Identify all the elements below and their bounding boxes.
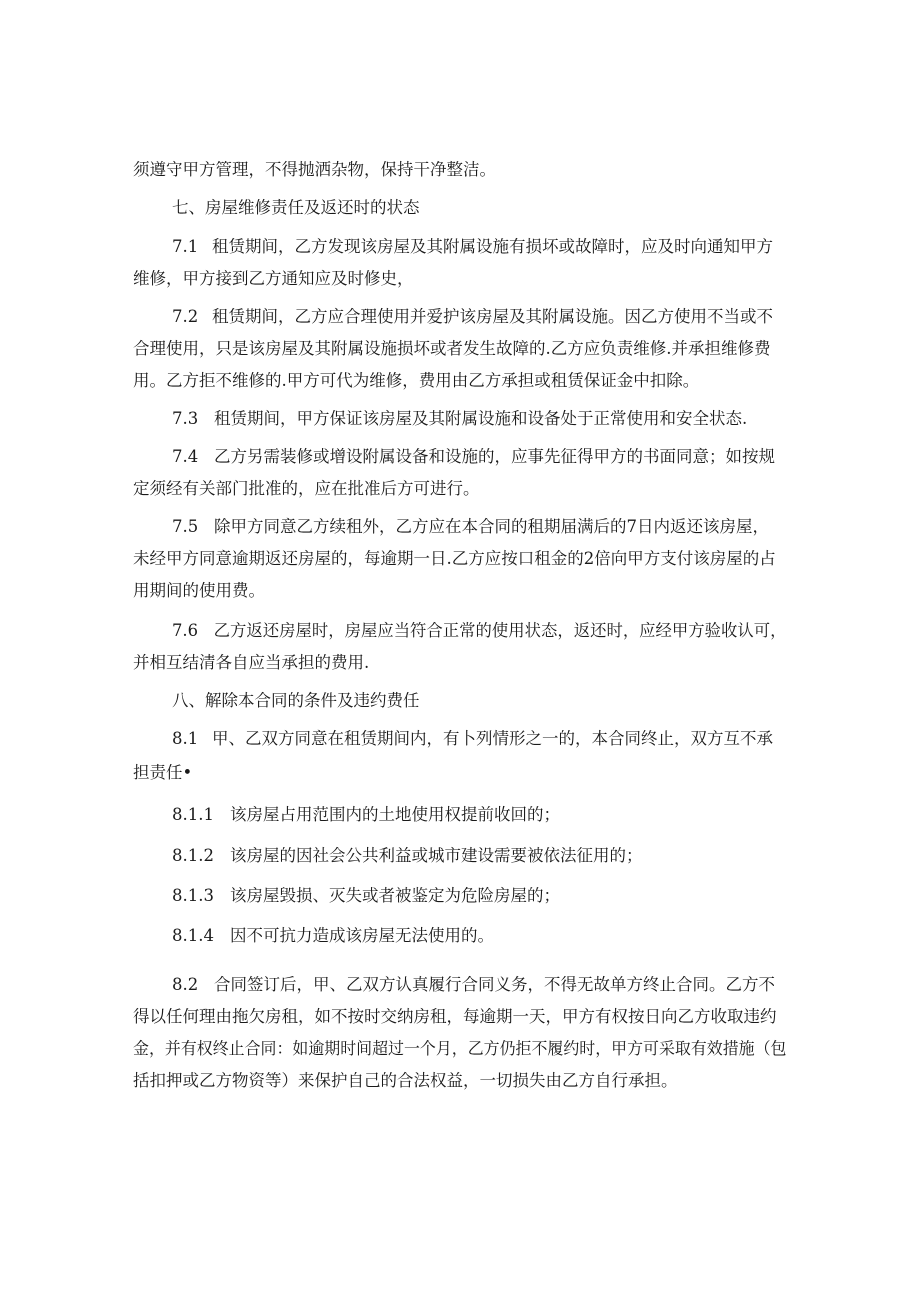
clause-7-4-line [172, 446, 775, 468]
clause-number: 7.2 [172, 307, 199, 326]
clause-7-1-line [172, 236, 773, 258]
clause-number: 8.1.1 [172, 805, 214, 824]
text-line: 用期间的使用费。 [133, 581, 265, 600]
text-line: 并相互结清各自应当承担的费用. [133, 653, 370, 672]
text-line: 未经甲方同意逾期返还房屋的，每逾期一日.乙方应按口租金的2倍向甲方支付该房屋的占 [133, 549, 776, 568]
clause-8-1-line [172, 728, 773, 750]
clause-text: 租赁期间，甲方保证该房屋及其附属设施和设备处于正常使用和安全状态. [214, 409, 748, 428]
text-line: 括扣押或乙方物资等）来保护自己的合法权益，一切损失由乙方自行承担。 [133, 1071, 678, 1090]
clause-number: 7.6 [172, 621, 199, 640]
clause-8-2-line [172, 974, 775, 996]
clause-text: 乙方返还房屋时，房屋应当符合正常的使用状态，返还时，应经甲方验收认可， [213, 621, 787, 640]
clause-7-5-line [172, 516, 769, 538]
text-line: 定须经有关部门批准的，应在批准后方可进行。 [133, 479, 480, 498]
text-line: 担责任• [133, 763, 193, 782]
text-line: 须遵守甲方管理，不得抛洒杂物，保持干净整洁。 [133, 160, 496, 179]
clause-text: 乙方另需装修或增设附属设备和设施的，应事先征得甲方的书面同意；如按规 [214, 447, 775, 466]
clause-number: 8.1.3 [172, 886, 214, 905]
clause-7-2-line [172, 306, 773, 328]
clause-text: 因不可抗力造成该房屋无法使用的。 [230, 926, 494, 945]
section-heading-8: 八、解除本合同的条件及违约费任 [172, 691, 420, 710]
clause-8-1-4-line [172, 925, 494, 947]
clause-8-1-1-line [172, 804, 560, 826]
section-heading-7: 七、房屋维修责任及返还时的状态 [172, 198, 420, 217]
clause-7-3-line [172, 408, 747, 430]
clause-text: 除甲方同意乙方续租外，乙方应在本合同的租期届满后的7日内返还该房屋， [214, 517, 769, 536]
clause-number: 7.3 [172, 409, 199, 428]
clause-8-1-3-line [172, 885, 560, 907]
clause-text: 甲、乙双方同意在租赁期间内，有卜列情形之一的，本合同终止，双方互不承 [212, 729, 773, 748]
text-line: 金，并有权终止合同：如逾期时间超过一个月，乙方仍拒不履约时，甲方可采取有效措施（包 [133, 1039, 787, 1058]
clause-number: 7.4 [172, 447, 199, 466]
clause-text: 租赁期间，乙方发现该房屋及其附属设施有损坏或故障时，应及时向通知甲方 [212, 237, 773, 256]
text-line: 合理使用，只是该房屋及其附属设施损坏或者发生故障的.乙方应负责维修.并承担维修费 [133, 339, 771, 358]
text-line: 维修，甲方接到乙方通知应及时修史， [133, 269, 414, 288]
text-line: 得以任何理由拖欠房租，如不按时交纳房租，每逾期一天，甲方有权按日向乙方收取违约 [133, 1007, 777, 1026]
clause-number: 8.1 [172, 729, 199, 748]
clause-number: 7.5 [172, 517, 199, 536]
clause-7-6-line [172, 620, 786, 642]
clause-number: 8.1.4 [172, 926, 214, 945]
clause-text: 该房屋的因社会公共利益或城市建设需要被依法征用的； [230, 846, 643, 865]
clause-text: 该房屋毁损、灭失或者被鉴定为危险房屋的； [230, 886, 560, 905]
clause-number: 8.2 [172, 975, 199, 994]
clause-number: 7.1 [172, 237, 199, 256]
clause-text: 该房屋占用范围内的土地使用权提前收回的； [230, 805, 560, 824]
text-line: 用。乙方拒不维修的.甲方可代为维修，费用由乙方承担或租赁保证金中扣除。 [133, 371, 700, 390]
clause-text: 租赁期间，乙方应合理使用并爱护该房屋及其附属设施。因乙方使用不当或不 [212, 307, 773, 326]
clause-number: 8.1.2 [172, 846, 214, 865]
clause-text: 合同签订后，甲、乙双方认真履行合同义务，不得无故单方终止合同。乙方不 [214, 975, 775, 994]
clause-8-1-2-line [172, 845, 643, 867]
